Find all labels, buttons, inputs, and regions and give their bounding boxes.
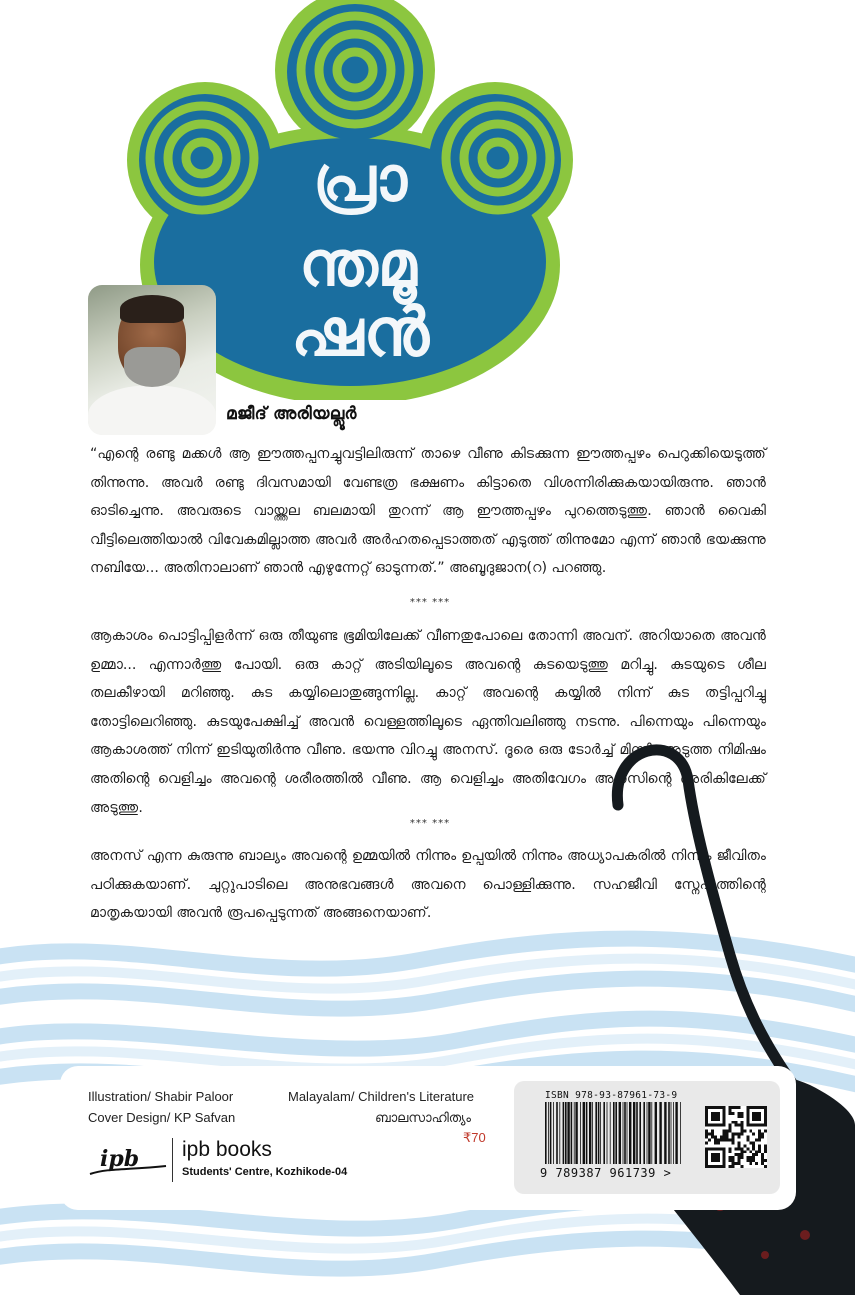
genre-malayalam: ബാലസാഹിത്യം (375, 1110, 472, 1125)
illustration-credit: Illustration/ Shabir Paloor (88, 1089, 234, 1104)
svg-text:ഷൻ: ഷൻ (290, 294, 430, 371)
price: ₹70 (463, 1130, 486, 1145)
svg-text:പ്രാ: പ്രാ (313, 142, 407, 215)
section-separator: *** *** (409, 597, 451, 608)
publisher-logo (88, 1140, 168, 1180)
genre-label: Malayalam/ Children's Literature (288, 1089, 475, 1104)
blurb-paragraph-3: അനസ് എന്ന കുരുന്നു ബാല്യം അവന്റെ ഉമ്മയിൽ നിന്നും ഉപ്പയിൽ നിന്നും അധ്യാപകരിൽ നിന്നും ജീവിതം പഠിക്കുകയാണ്. ചുറ്റുപാടിലെ അനുഭവങ്ങൾ അവനെ പൊള്ളിക്കുന്നു. സഹജീവി സ്നേഹത്തിന്റെ മാതൃകയായി അവൻ രൂപപ്പെടുന്നത് അങ്ങനെയാണ്. (90, 848, 766, 922)
qr-code (705, 1106, 767, 1168)
publisher-name: ipb books (182, 1138, 272, 1161)
blurb-paragraph-1: “എന്റെ രണ്ടു മക്കൾ ആ ഈത്തപ്പനച്ചുവട്ടിലിരുന്ന് താഴെ വീണു കിടക്കുന്ന ഈത്തപ്പഴം പെറുക്കിയെടുത്ത് തിന്നുന്നു. അവർ രണ്ടു ദിവസമായി വേണ്ടത്ര ഭക്ഷണം കിട്ടാതെ വിശന്നിരിക്കുകയായിരുന്നു. ഞാൻ ഓടിച്ചെന്നു. അവരുടെ വായ്ത്തല ബലമായി തുറന്ന് ആ ഈത്തപ്പഴം പുറത്തെടുത്തു. ഞാൻ വൈകി വീട്ടിലെത്തിയാൽ വിവേകമില്ലാത്ത അവർ അർഹതപ്പെടാത്തത് എടുത്ത് തിന്നുമോ എന്ന് ഞാൻ ഭയക്കുന്നു നബിയേ... അതിനാലാണ് ഞാൻ എഴുന്നേറ്റ് ഓടുന്നത്.” അബൂദുജാന(റ) പറഞ്ഞു. (90, 446, 766, 577)
blurb-paragraph-2: ആകാശം പൊട്ടിപ്പിളർന്ന് ഒരു തീയുണ്ട ഭൂമിയിലേക്ക് വീണതുപോലെ തോന്നി അവന്. അറിയാതെ അവൻ ഉമ്മാ... എന്നാർത്തു പോയി. ഒരു കാറ്റ് അടിയിലൂടെ അവന്റെ കുടയെടുത്തു മറിച്ചു. കുടയുടെ ശീല തലകീഴായി മറിഞ്ഞു. കുട കയ്യിലൊതുങ്ങുന്നില്ല. കാറ്റ് അവന്റെ കയ്യിൽ നിന്ന് കുട തട്ടിപ്പറിച്ചു തോട്ടിലെറിഞ്ഞു. കുടയുപേക്ഷിച്ച് അവൻ വെള്ളത്തിലൂടെ ഏന്തിവലിഞ്ഞു നടന്നു. പിന്നെയും പിന്നെയും ആകാശത്ത് നിന്ന് ഇടിയുതിർന്നു വീണു. ഭയന്നു വിറച്ചു അനസ്. ദൂരെ ഒരു ടോർച്ച് മിന്നി. അടുത്ത നിമിഷം അതിന്റെ വെളിച്ചം അവന്റെ ശരീരത്തിൽ വീണു. ആ വെളിച്ചം അതിവേഗം അനസിന്റെ അരികിലേക്ക് അടുത്തു. (90, 628, 766, 816)
umbrella-handle (617, 750, 800, 1095)
svg-text:ipb: ipb (100, 1146, 140, 1172)
cover-design-credit: Cover Design/ KP Safvan (88, 1110, 236, 1125)
author-name: മജീദ് അരിയല്ലൂർ (226, 404, 357, 424)
barcode-digits: 9 789387 961739 > (540, 1166, 672, 1180)
barcode (545, 1102, 685, 1164)
svg-text:ന്തമൂ: ന്തമൂ (299, 227, 417, 300)
umbrella-illustration (590, 735, 855, 1295)
publisher-address: Students' Centre, Kozhikode-04 (182, 1166, 348, 1178)
publisher-divider (172, 1138, 173, 1182)
isbn-label: ISBN 978-93-87961-73-9 (545, 1090, 678, 1101)
section-separator: *** *** (409, 818, 451, 829)
author-photo (88, 285, 216, 435)
